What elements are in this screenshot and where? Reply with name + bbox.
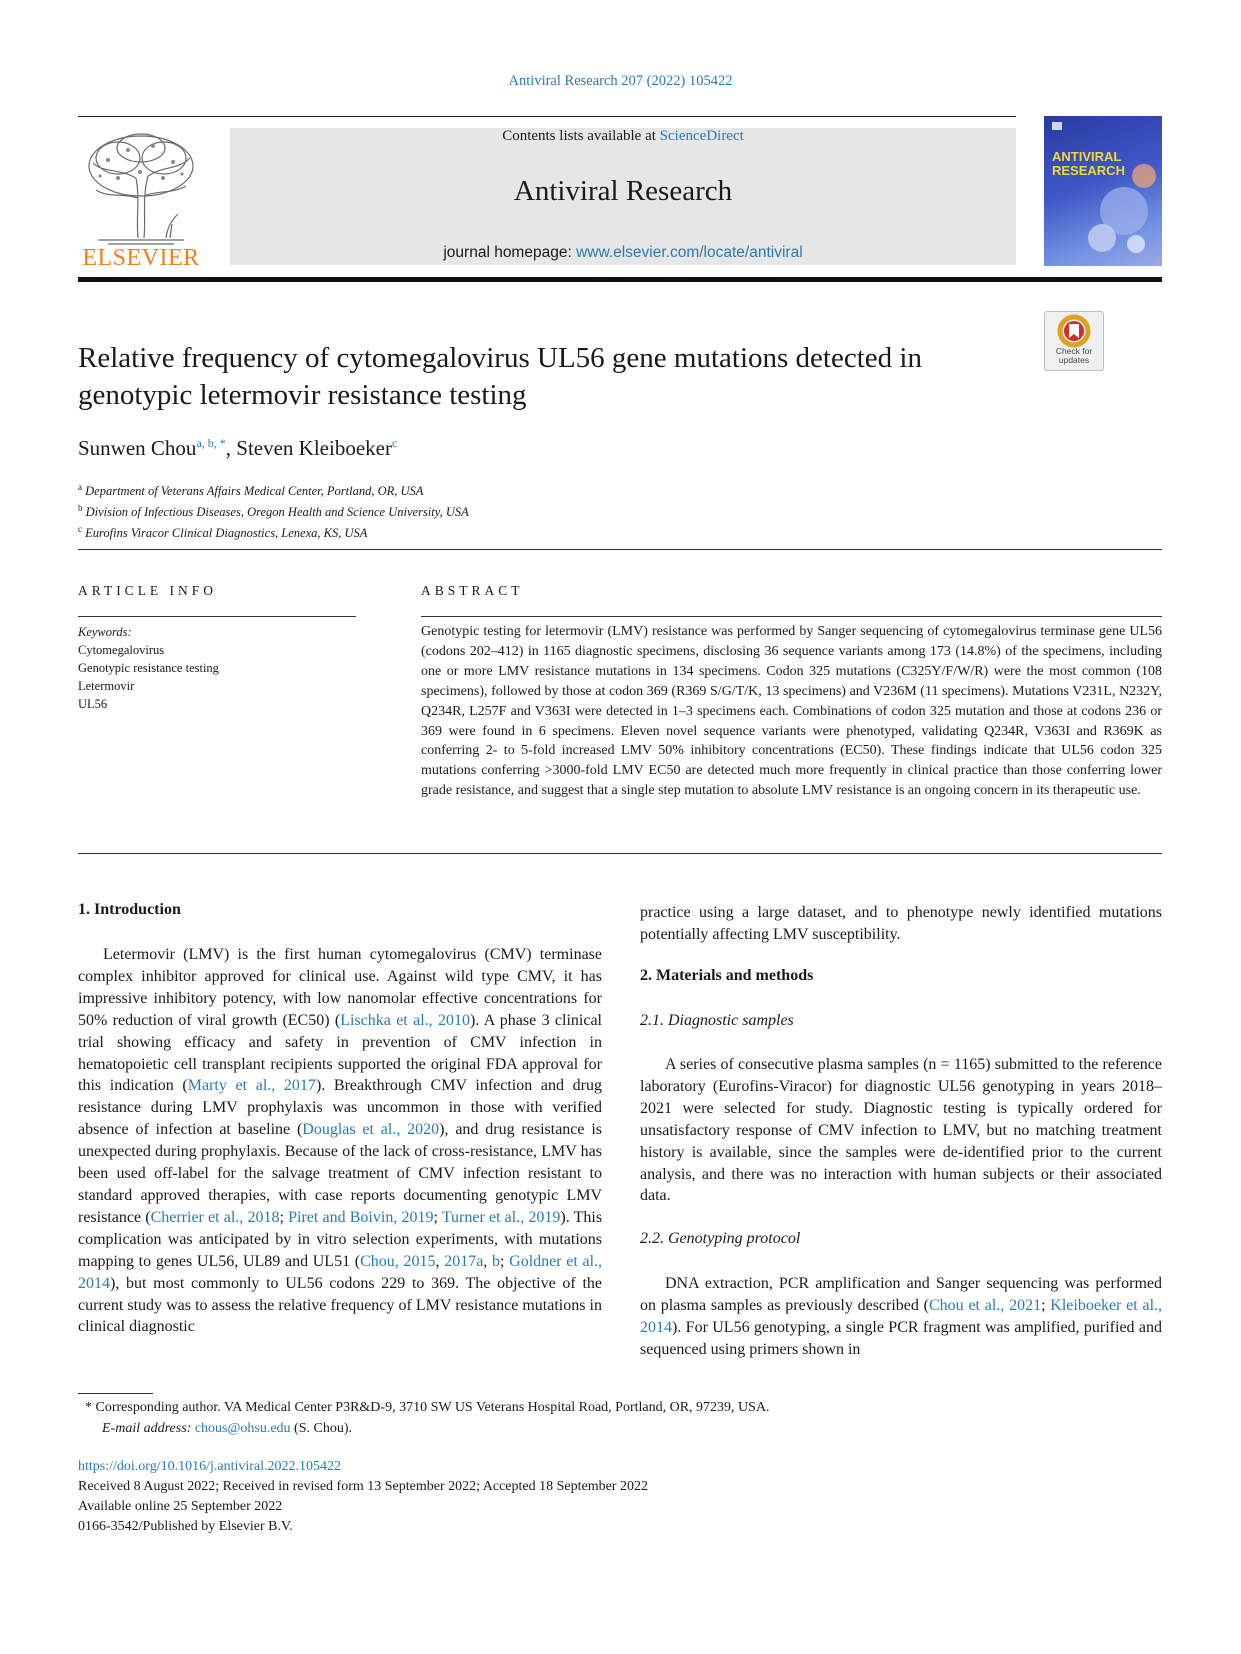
abstract-text: Genotypic testing for letermovir (LMV) resistance was performed by Sanger sequencing of cytomegalovirus terminase gene UL56 (codons 202–412) in 1165 diagnostic specimens, disclosing 36 sequence variants among 173 (14.8%) of the specimens, including one or more LMV resistance mutations in 134 specimens. Codon 325 mutations (C325Y/F/W/R) were the most common (108 specimens), followed by those at codon 369 (R369 S/G/T/K, 13 specimens) and V236M (11 specimens). Mutations V231L, N232Y, Q234R, L257F and V363I were detected in 1–3 specimens each. Combinations of codon 325 mutation and those at codons 236 or 369 were found in 6 specimens. Eleven novel sequence variants were phenotyped, validating Q234R, V363I and R369K as conferring 2- to 5-fold increased LMV 50% inhibitory concentrations (EC50). These findings indicate that UL56 codon 325 mutations conferring >3000-fold LMV EC50 are detected much more frequently in clinical practice than those conferring lower grade resistance, and suggest that a single step mutation to absolute LMV resistance is an ongoing concern in its therapeutic use. bbox=[421, 624, 1162, 799]
author-affiliation-marks[interactable]: a, b, * bbox=[196, 436, 226, 450]
paragraph bbox=[640, 1273, 1162, 1361]
affiliation-text: Division of Infectious Diseases, Oregon Health and Science University, USA bbox=[85, 505, 469, 520]
citation-link[interactable]: Lischka et al., 2010 bbox=[340, 1011, 470, 1029]
affiliation-text: Eurofins Viracor Clinical Diagnostics, Lenexa, KS, USA bbox=[85, 526, 368, 541]
affiliation-item bbox=[78, 500, 469, 521]
keywords-block bbox=[78, 623, 219, 713]
header-rule bbox=[78, 116, 1016, 117]
footnote-star: * bbox=[85, 1400, 96, 1415]
author-list bbox=[78, 436, 397, 461]
article-footer bbox=[78, 1457, 648, 1537]
text-run: , bbox=[435, 1252, 445, 1270]
text-run: ; bbox=[500, 1252, 510, 1270]
subsection-heading-genotyping: 2.2. Genotyping protocol bbox=[640, 1230, 801, 1247]
cover-title: ANTIVIRAL RESEARCH bbox=[1052, 149, 1125, 178]
text-run: ; bbox=[279, 1208, 289, 1226]
citation-link[interactable]: Douglas et al., 2020 bbox=[302, 1121, 440, 1139]
affiliations bbox=[78, 479, 469, 542]
affiliation-mark: a bbox=[78, 482, 82, 492]
check-updates-icon bbox=[1045, 312, 1103, 348]
paragraph: practice using a large dataset, and to phenotype newly identified mutations potentially affecting LMV susceptibility. bbox=[640, 904, 1162, 943]
citation-link[interactable]: Goldner et al., 2014 bbox=[78, 1252, 603, 1292]
text-run: ; bbox=[433, 1208, 442, 1226]
text-run: ; bbox=[1041, 1296, 1051, 1314]
text-run: ). Breakthrough CMV infection and drug resistance during LMV prophylaxis was uncommon in those with verified absence of infection at baseline ( bbox=[78, 1077, 603, 1139]
paragraph: A series of consecutive plasma samples (n = 1165) submitted to the reference laboratory (Eurofins-Viracor) for diagnostic UL56 genotyping in years 2018–2021 were selected for study. Diagnostic testing is typically ordered for unsatisfactory response of CMV infection to LMV, but no matching treatment history is available, since the samples were de-identified prior to the current analysis, and there was no interaction with human subjects or their associated data. bbox=[640, 1056, 1162, 1205]
sciencedirect-link[interactable]: ScienceDirect bbox=[659, 128, 744, 144]
doi-link[interactable]: https://doi.org/10.1016/j.antiviral.2022.105422 bbox=[78, 1459, 342, 1474]
email-link[interactable]: chous@ohsu.edu bbox=[194, 1420, 291, 1436]
citation-link[interactable]: Chou et al., 2021 bbox=[929, 1296, 1042, 1314]
text-run: ). This complication was anticipated by in vitro selection experiments, with mutations mapping to genes UL56, UL89 and UL51 ( bbox=[78, 1208, 603, 1270]
author-affiliation-marks[interactable]: c bbox=[391, 436, 398, 450]
citation-link[interactable]: 2017a bbox=[444, 1252, 484, 1270]
journal-reference[interactable]: Antiviral Research 207 (2022) 105422 bbox=[508, 73, 733, 89]
citation-link[interactable]: Marty et al., 2017 bbox=[187, 1077, 316, 1095]
abstract-heading: ABSTRACT bbox=[421, 583, 524, 598]
citation-link[interactable]: Cherrier et al., 2018 bbox=[150, 1208, 280, 1226]
abstract-rule bbox=[421, 616, 1162, 617]
text-run: ). For UL56 genotyping, a single PCR fragment was amplified, purified and sequenced using primers shown in bbox=[640, 1318, 1162, 1358]
received-dates: Received 8 August 2022; Received in revised form 13 September 2022; Accepted 18 September 2022 bbox=[78, 1479, 648, 1494]
abstract-bottom-rule bbox=[78, 853, 1162, 854]
keyword-item[interactable]: Letermovir bbox=[78, 679, 135, 693]
keywords-list bbox=[78, 641, 219, 713]
article-info-rule bbox=[78, 616, 356, 617]
contents-prefix: Contents lists available at bbox=[502, 128, 660, 144]
genotyping-body bbox=[640, 1273, 1162, 1361]
text-run: DNA extraction, PCR amplification and Sanger sequencing was performed on plasma samples as previously described ( bbox=[640, 1275, 1162, 1314]
affiliation-item bbox=[78, 479, 469, 500]
text-run: ), and drug resistance is unexpected during prophylaxis. Because of the lack of cross-resistance, LMV has been used off-label for the salvage treatment of CMV infection resistant to standard approved therapies, with case reports documenting genotypic LMV resistance ( bbox=[78, 1121, 602, 1226]
keyword-item[interactable]: Genotypic resistance testing bbox=[78, 661, 219, 675]
article-info-heading: ARTICLE INFO bbox=[78, 583, 218, 598]
email-label: E-mail address: bbox=[102, 1420, 195, 1436]
footnote-rule bbox=[78, 1393, 153, 1394]
journal-title: Antiviral Research bbox=[513, 175, 733, 207]
article-title: Relative frequency of cytomegalovirus UL56 gene mutations detected in genotypic letermovir resistance testing bbox=[78, 342, 922, 411]
citation-link[interactable]: Turner et al., 2019 bbox=[441, 1208, 561, 1226]
affiliation-item bbox=[78, 521, 469, 542]
introduction-continued bbox=[640, 902, 1162, 946]
issn-line: 0166-3542/Published by Elsevier B.V. bbox=[78, 1519, 293, 1534]
section-heading-methods: 2. Materials and methods bbox=[640, 967, 814, 984]
email-line bbox=[78, 1419, 770, 1440]
citation-link[interactable]: Piret and Boivin, 2019 bbox=[288, 1208, 434, 1226]
subsection-heading-diagnostic-samples: 2.1. Diagnostic samples bbox=[640, 1012, 794, 1029]
header-thick-rule bbox=[78, 277, 1162, 282]
text-run: ), but most commonly to UL56 codons 229 to 369. The objective of the current study was to assess the relative frequency of LMV resistance mutations in clinical diagnostic bbox=[78, 1274, 602, 1336]
elsevier-wordmark: ELSEVIER bbox=[82, 245, 200, 271]
keyword-item[interactable]: UL56 bbox=[78, 697, 108, 711]
author-separator: , bbox=[225, 436, 237, 460]
introduction-body bbox=[78, 944, 602, 1338]
affiliation-mark: b bbox=[78, 503, 83, 514]
homepage-link[interactable]: www.elsevier.com/locate/antiviral bbox=[576, 244, 803, 261]
citation-link[interactable]: Chou, 2015 bbox=[360, 1252, 436, 1270]
citation-link[interactable]: Kleiboeker et al., 2014 bbox=[640, 1296, 1163, 1336]
journal-cover-image[interactable] bbox=[1044, 116, 1162, 266]
paragraph bbox=[78, 944, 602, 1338]
affiliation-text: Department of Veterans Affairs Medical Center, Portland, OR, USA bbox=[85, 484, 424, 499]
homepage-prefix: journal homepage: bbox=[443, 244, 577, 261]
diagnostic-samples-body bbox=[640, 1054, 1162, 1207]
footnote bbox=[78, 1398, 770, 1439]
check-for-updates-label: Check for updates bbox=[1055, 346, 1093, 365]
section-heading-introduction: 1. Introduction bbox=[78, 901, 181, 918]
affiliation-mark: c bbox=[78, 524, 82, 535]
contents-line bbox=[230, 128, 1016, 145]
cover-art bbox=[1044, 116, 1162, 266]
keyword-item[interactable]: Cytomegalovirus bbox=[78, 643, 165, 657]
text-run: ). A phase 3 clinical trial showing efficacy and safety in prevention of CMV infection in hematopoietic cell transplant recipients supported the original FDA approval for this indication ( bbox=[78, 1011, 603, 1095]
author-name: Sunwen Chou bbox=[78, 436, 197, 460]
homepage-line bbox=[230, 244, 1016, 262]
online-date: Available online 25 September 2022 bbox=[78, 1499, 283, 1514]
footnote-text: Corresponding author. VA Medical Center P3R&D-9, 3710 SW US Veterans Hospital Road, Portland, OR, 97239, USA. bbox=[95, 1400, 770, 1415]
citation-link[interactable]: b bbox=[492, 1252, 500, 1270]
author-name: Steven Kleiboeker bbox=[236, 436, 392, 460]
keywords-label: Keywords: bbox=[78, 625, 132, 639]
text-run: Letermovir (LMV) is the first human cytomegalovirus (CMV) terminase complex inhibitor approved for clinical use. Against wild type CMV, it has impressive inhibitory potency, with low nanomolar effective concentrations for 50% reduction of viral growth (EC50) ( bbox=[78, 946, 602, 1029]
text-run: , bbox=[483, 1252, 492, 1270]
affiliation-rule bbox=[78, 549, 1162, 550]
corresponding-author-note bbox=[78, 1398, 770, 1419]
email-suffix: (S. Chou). bbox=[290, 1420, 352, 1436]
